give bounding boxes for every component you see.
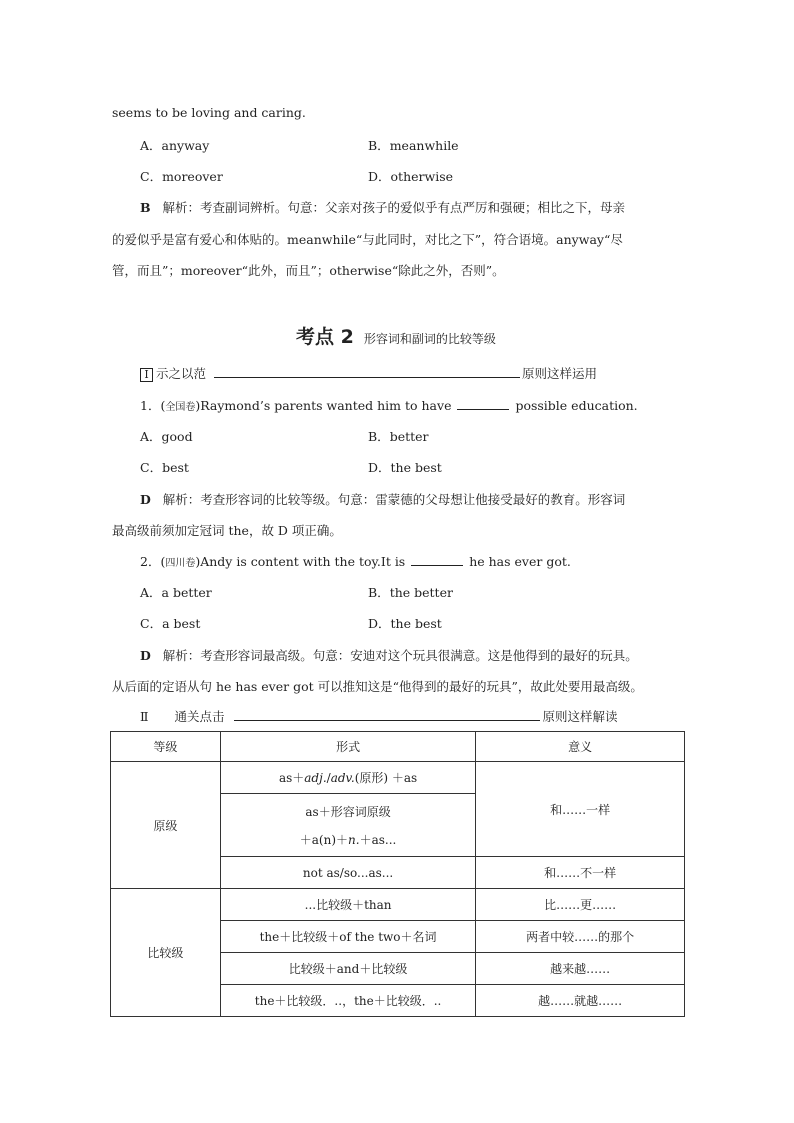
- answer-letter: D: [140, 648, 151, 663]
- option-a: A．a better: [140, 585, 212, 600]
- meaning-cell: 和……不一样: [476, 857, 685, 889]
- explanation-line: 从后面的定语从句 he has ever got 可以推知这是“他得到的最好的玩具”，故此处要用最高级。: [112, 679, 643, 694]
- explanation-line: B 解析：考查副词辨析。句意：父亲对孩子的爱似乎有点严厉和强硬；相比之下，母亲: [140, 200, 626, 215]
- grade-cell: 比较级: [111, 889, 221, 1017]
- table-row: [111, 889, 685, 921]
- option-b: B．meanwhile: [368, 138, 459, 153]
- part1-label: 示之以范: [156, 366, 207, 381]
- option-b: B．better: [368, 429, 429, 444]
- explanation-line: D 解析：考查形容词的比较等级。句意：雷蒙德的父母想让他接受最好的教育。形容词: [140, 492, 626, 507]
- option-d: D．the best: [368, 460, 442, 475]
- divider-line: [214, 365, 520, 378]
- part1-right-label: 原则这样运用: [522, 366, 598, 381]
- option-c: C．best: [140, 460, 189, 475]
- meaning-cell: 两者中较……的那个: [476, 921, 685, 953]
- table-header: 形式: [220, 732, 476, 762]
- form-cell: as＋adj./adv.(原形) ＋as: [220, 762, 476, 794]
- question-1: 1．(全国卷)Raymond’s parents wanted him to have possible education.: [140, 398, 638, 413]
- table-header: 等级: [111, 732, 221, 762]
- section-heading: [296, 322, 496, 349]
- source-tag: 四川卷: [165, 558, 196, 569]
- table-header-row: [111, 732, 685, 762]
- source-tag: 全国卷: [165, 402, 196, 413]
- part2-roman: Ⅱ: [140, 709, 149, 724]
- meaning-cell: 比……更……: [476, 889, 685, 921]
- answer-letter: B: [140, 200, 151, 215]
- explanation-line: 管，而且”；moreover“此外，而且”；otherwise“除此之外，否则”。: [112, 263, 505, 278]
- meaning-cell: 越来越……: [476, 953, 685, 985]
- option-d: D．otherwise: [368, 169, 454, 184]
- part1-header: [140, 364, 597, 382]
- option-c: C．moreover: [140, 169, 223, 184]
- part1-box-label: Ⅰ: [140, 368, 153, 382]
- part2-label: 通关点击: [174, 709, 225, 724]
- question-2: 2．(四川卷)Andy is content with the toy.It is he has ever got.: [140, 554, 571, 569]
- form-cell: 比较级＋and＋比较级: [220, 953, 476, 985]
- form-cell: ...比较级＋than: [220, 889, 476, 921]
- option-b: B．the better: [368, 585, 453, 600]
- answer-blank: [411, 553, 463, 566]
- divider-line: [234, 708, 540, 721]
- part2-header: [140, 707, 618, 725]
- prev-question-line: seems to be loving and caring.: [112, 105, 306, 120]
- grade-cell: 原级: [111, 762, 221, 889]
- table-header: 意义: [476, 732, 685, 762]
- option-a: A．good: [140, 429, 193, 444]
- form-cell: the＋比较级．..，the＋比较级．..: [220, 985, 476, 1017]
- part2-right-label: 原则这样解读: [542, 709, 618, 724]
- meaning-cell: 和……一样: [476, 762, 685, 857]
- answer-blank: [457, 397, 509, 410]
- explanation-line: 的爱似乎是富有爱心和体贴的。meanwhile“与此同时，对比之下”，符合语境。anyway“尽: [112, 232, 623, 247]
- option-d: D．the best: [368, 616, 442, 631]
- option-a: A．anyway: [140, 138, 210, 153]
- answer-letter: D: [140, 492, 151, 507]
- form-cell: as＋形容词原级 ＋a(n)＋n.＋as...: [220, 794, 476, 857]
- comparison-table: [110, 731, 685, 1017]
- section-title: 考点 2: [296, 326, 354, 348]
- explanation-line: D 解析：考查形容词最高级。句意：安迪对这个玩具很满意。这是他得到的最好的玩具。: [140, 648, 638, 663]
- form-cell: the＋比较级＋of the two＋名词: [220, 921, 476, 953]
- option-c: C．a best: [140, 616, 201, 631]
- table-row: [111, 762, 685, 794]
- explanation-line: 最高级前须加定冠词 the，故 D 项正确。: [112, 523, 342, 538]
- section-subtitle: 形容词和副词的比较等级: [363, 332, 496, 346]
- form-cell: not as/so...as...: [220, 857, 476, 889]
- meaning-cell: 越……就越……: [476, 985, 685, 1017]
